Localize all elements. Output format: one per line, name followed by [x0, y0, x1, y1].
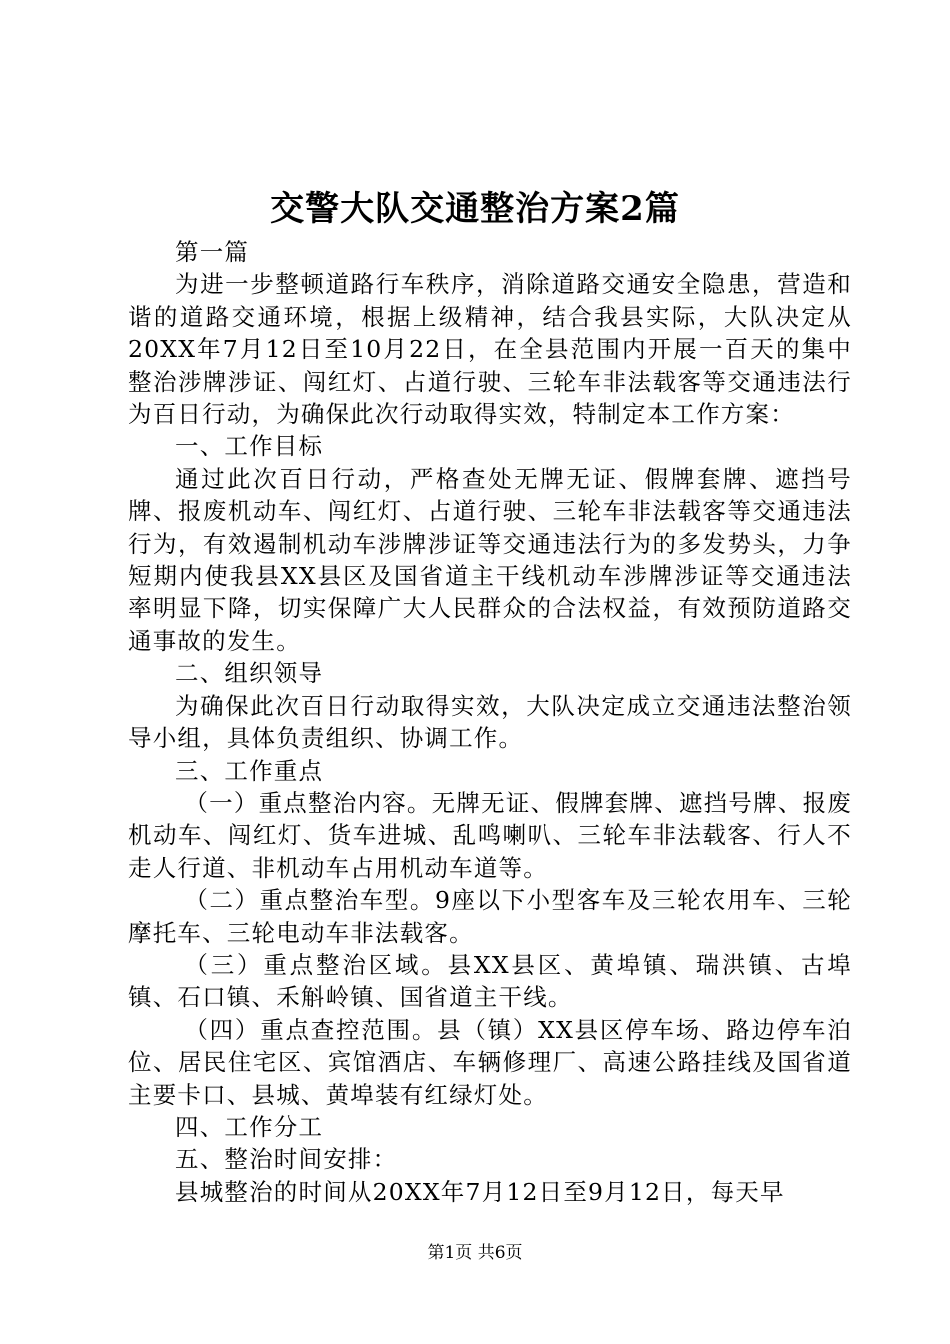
paragraph: （四）重点查控范围。县（镇）XX县区停车场、路边停车泊位、居民住宅区、宾馆酒店、车辆修理厂、高速公路挂线及国省道主要卡口、县城、黄埠装有红绿灯处。 [128, 1015, 852, 1109]
paragraph: （三）重点整治区域。县XX县区、黄埠镇、瑞洪镇、古埠镇、石口镇、禾斛岭镇、国省道主干线。 [128, 950, 852, 1012]
paragraph: 为进一步整顿道路行车秩序，消除道路交通安全隐患，营造和谐的道路交通环境，根据上级精神，结合我县实际，大队决定从20XX年7月12日至10月22日，在全县范围内开展一百天的集中整治涉牌涉证、闯红灯、占道行驶、三轮车非法载客等交通违法行为百日行动，为确保此次行动取得实效，特制定本工作方案： [128, 270, 852, 429]
section-heading: 四、工作分工 [175, 1112, 324, 1141]
section-heading: 五、整治时间安排： [175, 1145, 398, 1174]
paragraph: 县城整治的时间从20XX年7月12日至9月12日，每天早 [175, 1177, 785, 1206]
paragraph: （一）重点整治内容。无牌无证、假牌套牌、遮挡号牌、报废机动车、闯红灯、货车进城、乱鸣喇叭、三轮车非法载客、行人不走人行道、非机动车占用机动车道等。 [128, 788, 852, 882]
paragraph: 为确保此次百日行动取得实效，大队决定成立交通违法整治领导小组，具体负责组织、协调工作。 [128, 691, 852, 753]
paragraph: （二）重点整治车型。9座以下小型客车及三轮农用车、三轮摩托车、三轮电动车非法载客。 [128, 886, 852, 947]
section-heading: 三、工作重点 [175, 756, 324, 785]
document-title: 交警大队交通整治方案2篇 [270, 189, 680, 229]
section-heading: 第一篇 [175, 238, 250, 266]
section-heading: 一、工作目标 [175, 432, 324, 461]
document-body [128, 236, 852, 1208]
page-number-footer: 第1页 共6页 [427, 1243, 523, 1263]
section-heading: 二、组织领导 [175, 659, 324, 688]
paragraph: 通过此次百日行动，严格查处无牌无证、假牌套牌、遮挡号牌、报废机动车、闯红灯、占道行驶、三轮车非法载客等交通违法行为，有效遏制机动车涉牌涉证等交通违法行为的多发势头，力争短期内使我县XX县区及国省道主干线机动车涉牌涉证等交通违法率明显下降，切实保障广大人民群众的合法权益，有效预防道路交通事故的发生。 [128, 464, 852, 655]
